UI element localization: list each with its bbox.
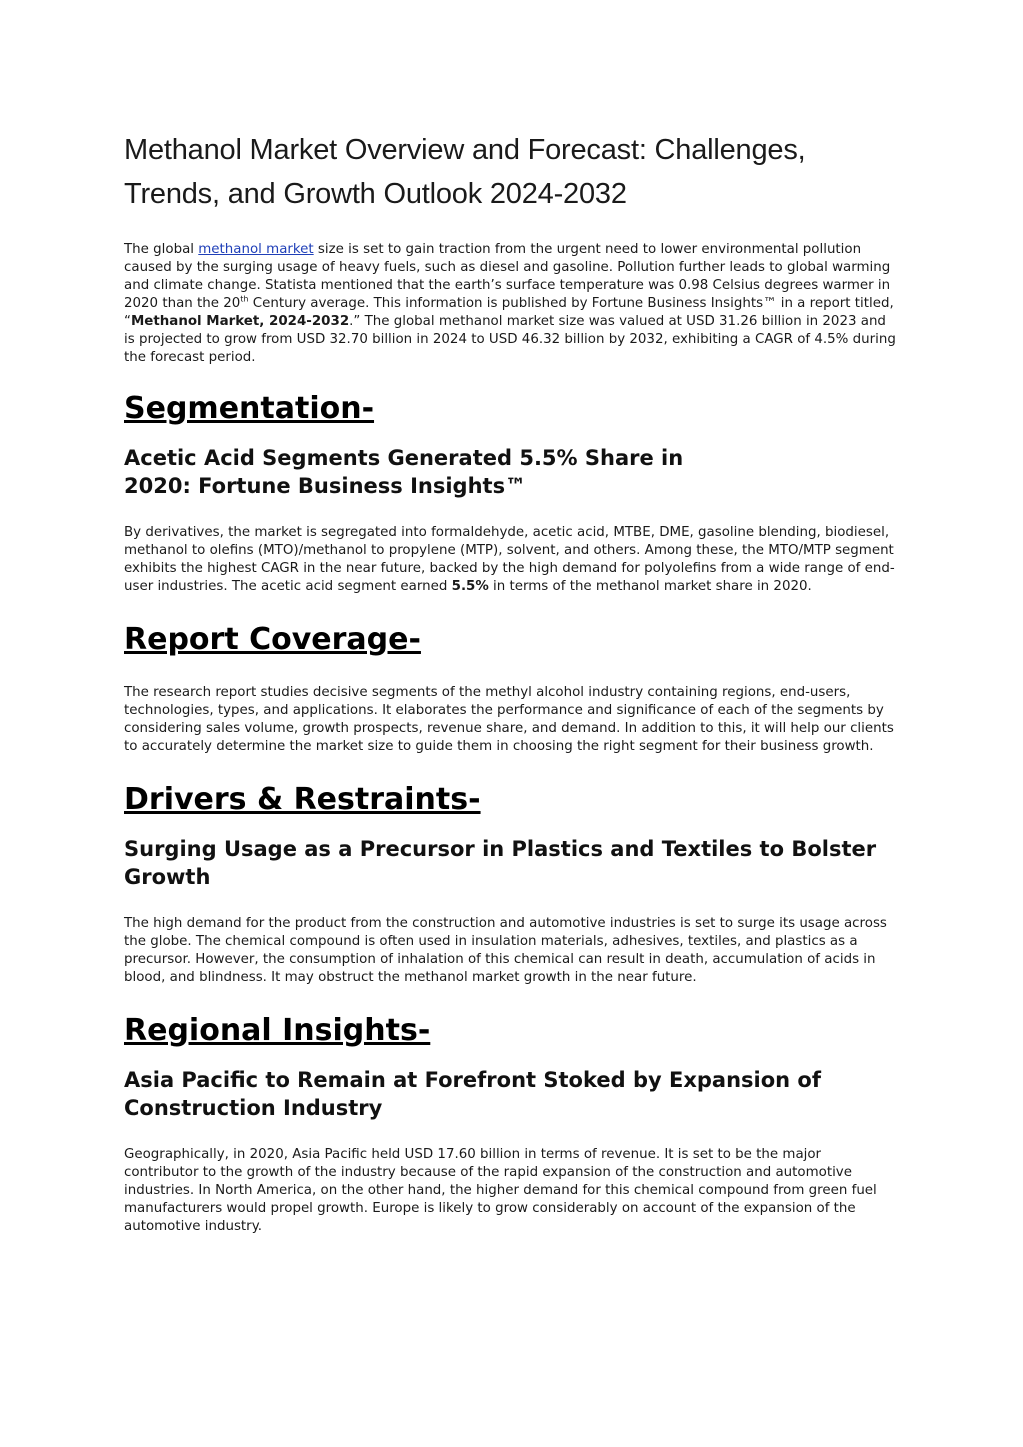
report-coverage-heading: Report Coverage- [124, 622, 421, 657]
segmentation-subheading [124, 444, 899, 500]
superscript-th: th [240, 294, 249, 304]
segmentation-heading: Segmentation- [124, 391, 375, 426]
segmentation-text-end: in terms of the methanol market share in 2020. [488, 579, 812, 594]
title-line-2: Trends, and Growth Outlook 2024-2032 [124, 178, 627, 210]
intro-text-report: Century average. This information is published by Fortune Business Insights™ in a report titled, “ [124, 296, 894, 329]
intro-text-end: .” The global methanol market size was valued at USD 31.26 billion in 2023 and is projected to grow from USD 32.70 billion in 2024 to USD 46.32 billion by 2032, exhibiting a CAGR of 4.5% during the forecast period. [124, 314, 896, 365]
document-title [124, 128, 899, 216]
report-coverage-paragraph: The research report studies decisive segments of the methyl alcohol industry containing regions, end-users, technologies, types, and applications. It elaborates the performance and significance of each of the segments by considering sales volume, growth prospects, revenue share, and demand. In addition to this, it will help our clients to accurately determine the market size to guide them in choosing the right segment for their business growth. [124, 685, 894, 754]
drivers-restraints-heading: Drivers & Restraints- [124, 782, 481, 817]
intro-text-middle: size is set to gain traction from the urgent need to lower environmental pollution caused by the surging usage of heavy fuels, such as diesel and gasoline. Pollution further leads to global warming and climate change. Statista mentioned that the earth’s surface temperature was 0.98 Celsius degrees warmer in 2020 than the 20 [124, 242, 891, 311]
segmentation-text: By derivatives, the market is segregated into formaldehyde, acetic acid, MTBE, DME, gasoline blending, biodiesel, methanol to olefins (MTO)/methanol to propylene (MTP), solvent, and others. Among these, the MTO/MTP segment exhibits the highest CAGR in the near future, backed by the high demand for polyolefins from a wide range of end-user industries. The acetic acid segment earned [124, 525, 895, 594]
intro-text-start: The global [124, 242, 199, 257]
title-line-1: Methanol Market Overview and Forecast: Challenges, [124, 134, 806, 166]
regional-subheading: Asia Pacific to Remain at Forefront Stoked by Expansion of Construction Industry [124, 1068, 821, 1120]
regional-insights-heading: Regional Insights- [124, 1013, 431, 1048]
segmentation-paragraph [124, 524, 899, 596]
report-title-bold: Methanol Market, 2024-2032 [130, 314, 350, 329]
segmentation-subheading-line-1: Acetic Acid Segments Generated 5.5% Share in [124, 446, 684, 470]
intro-paragraph [124, 241, 899, 367]
segmentation-share-bold: 5.5% [451, 579, 489, 594]
drivers-subheading: Surging Usage as a Precursor in Plastics and Textiles to Bolster Growth [124, 837, 877, 889]
methanol-market-link[interactable]: methanol market [198, 242, 314, 257]
drivers-paragraph: The high demand for the product from the construction and automotive industries is set to surge its usage across the globe. The chemical compound is often used in insulation materials, adhesives, textiles, and plastics as a precursor. However, the consumption of inhalation of this chemical can result in death, accumulation of acids in blood, and blindness. It may obstruct the methanol market growth in the near future. [124, 916, 887, 985]
regional-paragraph: Geographically, in 2020, Asia Pacific held USD 17.60 billion in terms of revenue. It is set to be the major contributor to the growth of the industry because of the rapid expansion of the construction and automotive industries. In North America, on the other hand, the higher demand for this chemical compound from green fuel manufacturers would propel growth. Europe is likely to grow considerably on account of the expansion of the automotive industry. [124, 1147, 877, 1234]
segmentation-subheading-line-2: 2020: Fortune Business Insights™ [124, 474, 527, 498]
document-page [124, 128, 899, 1236]
